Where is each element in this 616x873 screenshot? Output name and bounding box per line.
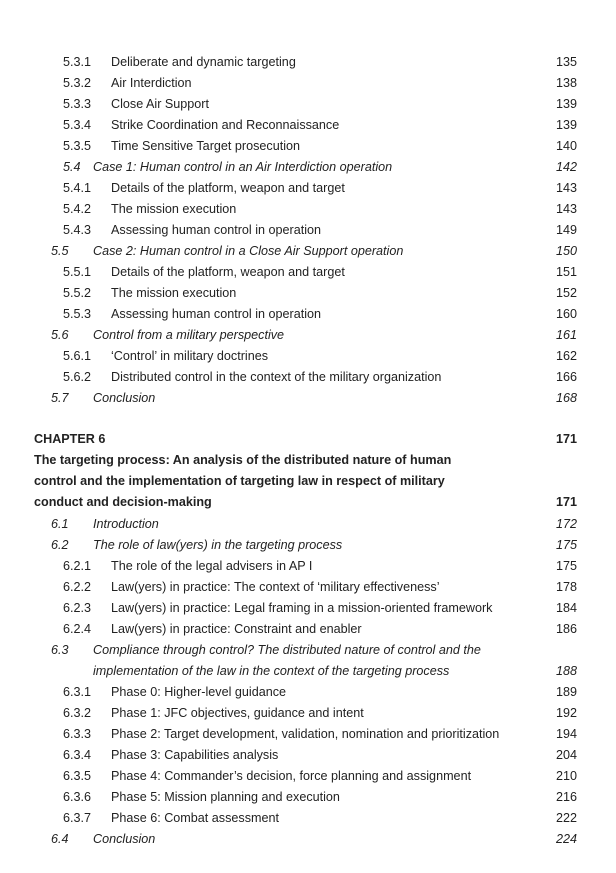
entry-page: 224 [555,832,577,846]
entry-number: 6.1 [51,517,69,531]
chapter-title-page: 171 [555,495,577,509]
entry-page: 162 [555,349,577,363]
entry-title: Phase 6: Combat assessment [111,811,279,825]
entry-page: 186 [555,622,577,636]
toc-entry[interactable] [0,346,616,367]
chapter-title-line[interactable] [0,492,616,513]
toc-entry[interactable] [0,556,616,577]
entry-page: 161 [555,328,577,342]
entry-title: Assessing human control in operation [111,223,322,237]
entry-number: 6.3 [51,643,69,657]
toc-section-entry[interactable] [0,514,616,535]
entry-title: Phase 3: Capabilities analysis [111,748,279,762]
entry-title: ‘Control’ in military doctrines [111,349,269,363]
entry-number: 5.3.2 [63,76,92,90]
toc-entry[interactable] [0,262,616,283]
entry-title: Conclusion [93,832,156,846]
entry-number: 5.4 [63,160,81,174]
entry-title: The role of law(yers) in the targeting process [93,538,343,552]
entry-number: 6.2.2 [63,580,92,594]
entry-title: Deliberate and dynamic targeting [111,55,296,69]
entry-page: 184 [555,601,577,615]
chapter-title-line [0,450,616,471]
toc-entry[interactable] [0,283,616,304]
toc-entry[interactable] [0,136,616,157]
toc-entry[interactable] [0,703,616,724]
entry-page: 143 [555,202,577,216]
entry-page: 149 [555,223,577,237]
chapter-title-line [0,471,616,492]
entry-number: 6.3.2 [63,706,92,720]
toc-section-entry[interactable] [0,325,616,346]
toc-section-entry[interactable] [0,388,616,409]
toc-entry[interactable] [0,304,616,325]
entry-page: 151 [555,265,577,279]
entry-number: 5.7 [51,391,69,405]
entry-number: 6.3.5 [63,769,92,783]
entry-number: 6.4 [51,832,69,846]
entry-page: 166 [555,370,577,384]
entry-number: 6.2.3 [63,601,92,615]
entry-number: 5.4.3 [63,223,92,237]
entry-page: 188 [555,664,577,678]
chapter-label-page: 171 [555,432,577,446]
entry-page: 140 [555,139,577,153]
entry-number: 5.3.4 [63,118,92,132]
entry-title: The mission execution [111,202,237,216]
entry-page: 142 [555,160,577,174]
entry-title: Strike Coordination and Reconnaissance [111,118,340,132]
entry-number: 5.4.1 [63,181,92,195]
entry-number: 6.3.6 [63,790,92,804]
toc-entry[interactable] [0,577,616,598]
entry-title: Law(yers) in practice: Legal framing in a mission-oriented framework [111,601,493,615]
entry-page: 192 [555,706,577,720]
entry-page: 204 [555,748,577,762]
entry-page: 210 [555,769,577,783]
toc-entry[interactable] [0,682,616,703]
entry-page: 189 [555,685,577,699]
entry-number: 6.3.7 [63,811,92,825]
toc-entry[interactable] [0,367,616,388]
toc-section-entry[interactable] [0,241,616,262]
entry-title: Time Sensitive Target prosecution [111,139,300,153]
toc-entry[interactable] [0,94,616,115]
entry-number: 5.5.1 [63,265,92,279]
entry-number: 5.6.1 [63,349,92,363]
toc-section-entry[interactable] [0,157,616,178]
toc-entry[interactable] [0,199,616,220]
entry-title: Law(yers) in practice: Constraint and enabler [111,622,362,636]
entry-title: Details of the platform, weapon and target [111,265,345,279]
entry-title: Conclusion [93,391,156,405]
toc-section-entry-continued[interactable] [0,661,616,682]
entry-title: The role of the legal advisers in AP I [111,559,313,573]
entry-number: 5.5.3 [63,307,92,321]
entry-page: 168 [555,391,577,405]
entry-title: The mission execution [111,286,237,300]
entry-title-continued: implementation of the law in the context of the targeting process [93,664,450,678]
entry-number: 5.3.3 [63,97,92,111]
entry-title: Close Air Support [111,97,210,111]
entry-number: 6.3.4 [63,748,92,762]
toc-entry[interactable] [0,619,616,640]
entry-page: 160 [555,307,577,321]
entry-page: 216 [555,790,577,804]
entry-page: 178 [555,580,577,594]
entry-title: Compliance through control? The distributed nature of control and the [93,643,481,657]
toc-section-entry[interactable] [0,829,616,850]
entry-page: 143 [555,181,577,195]
entry-number: 6.2.1 [63,559,92,573]
entry-number: 6.3.1 [63,685,92,699]
entry-page: 222 [555,811,577,825]
entry-number: 6.3.3 [63,727,92,741]
toc-section-entry[interactable] [0,640,616,661]
entry-title: Phase 0: Higher-level guidance [111,685,287,699]
chapter-title-text: control and the implementation of targeting law in respect of military [34,474,445,488]
toc-entry[interactable] [0,787,616,808]
chapter-label-text: CHAPTER 6 [34,432,106,446]
entry-number: 5.5 [51,244,69,258]
entry-title: Phase 4: Commander’s decision, force planning and assignment [111,769,472,783]
toc-entry[interactable] [0,178,616,199]
entry-number: 6.2.4 [63,622,92,636]
entry-page: 172 [555,517,577,531]
entry-title: Phase 1: JFC objectives, guidance and intent [111,706,364,720]
entry-number: 5.6 [51,328,69,342]
entry-page: 139 [555,118,577,132]
toc-entry[interactable] [0,598,616,619]
entry-page: 138 [555,76,577,90]
entry-title: Case 1: Human control in an Air Interdiction operation [93,160,393,174]
entry-page: 175 [555,538,577,552]
toc-entry[interactable] [0,52,616,73]
toc-entry[interactable] [0,808,616,829]
entry-number: 5.6.2 [63,370,92,384]
entry-title: Phase 5: Mission planning and execution [111,790,340,804]
entry-number: 5.3.1 [63,55,92,69]
entry-title: Air Interdiction [111,76,192,90]
entry-page: 150 [555,244,577,258]
entry-title: Law(yers) in practice: The context of ‘military effectiveness’ [111,580,440,594]
toc-entry[interactable] [0,766,616,787]
entry-number: 5.3.5 [63,139,92,153]
entry-title: Assessing human control in operation [111,307,322,321]
entry-number: 5.5.2 [63,286,92,300]
toc-entry[interactable] [0,73,616,94]
entry-number: 5.4.2 [63,202,92,216]
entry-title: Phase 2: Target development, validation, nomination and prioritization [111,727,500,741]
entry-number: 6.2 [51,538,69,552]
entry-page: 135 [555,55,577,69]
toc-entry[interactable] [0,745,616,766]
entry-title: Distributed control in the context of the military organization [111,370,442,384]
toc-entry[interactable] [0,724,616,745]
toc-section-entry[interactable] [0,535,616,556]
entry-title: Introduction [93,517,159,531]
entry-title: Case 2: Human control in a Close Air Support operation [93,244,404,258]
entry-page: 152 [555,286,577,300]
chapter-title-text: The targeting process: An analysis of the distributed nature of human [34,453,452,467]
entry-page: 175 [555,559,577,573]
entry-title: Details of the platform, weapon and target [111,181,345,195]
chapter-label[interactable] [0,429,616,450]
toc-entry[interactable] [0,220,616,241]
chapter-title-text: conduct and decision-making [34,495,212,509]
entry-page: 194 [555,727,577,741]
toc-entry[interactable] [0,115,616,136]
entry-page: 139 [555,97,577,111]
entry-title: Control from a military perspective [93,328,285,342]
